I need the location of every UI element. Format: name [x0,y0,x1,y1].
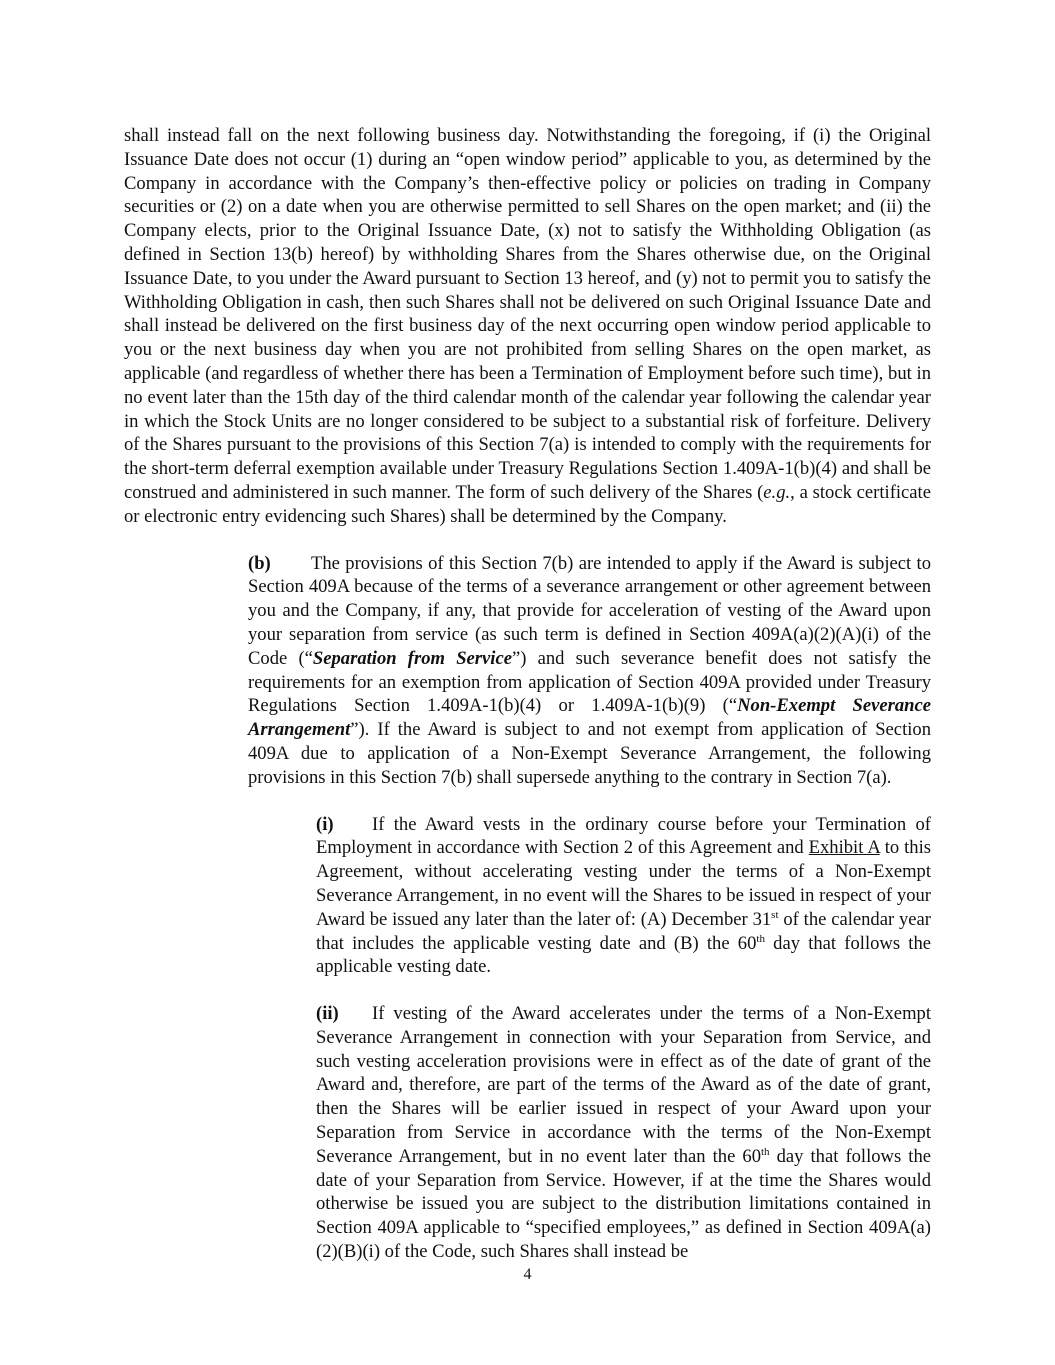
paragraph-text: If vesting of the Award accelerates under the terms of a Non-Exempt Severance Arrangement in connection with your Separation from Service, and such vesting acceleration provisions were in effect as of the date of grant of the Award and, therefore, are part of the terms of the Award as of the date of grant, then the Shares will be earlier issued in respect of your Award upon your Separation from Service in accordance with the terms of the Non-Exempt Severance Arrangement, but in no event later than the 60 [316,1003,931,1167]
superscript: st [771,908,779,921]
paragraph-text: If the Award vests in the ordinary course before your Termination of Employment in accordance with Section 2 of this Agreement and [316,813,931,859]
paragraph-text: of the calendar year that includes the applicable vesting date and (B) the 60 [316,908,932,954]
defined-term: Non-Exempt Severance Arrangement [248,695,931,741]
paragraph-7a-continuation [124,124,931,529]
superscript: th [761,1145,770,1158]
paragraph-7b-i [124,813,931,980]
page-number: 4 [523,1266,532,1283]
section-label: (b) [248,552,271,574]
paragraph-text: day that follows the date of your Separation from Service. However, if at the time the Shares would otherwise be issued you are subject to the distribution limitations contained in Section 409A applicable to “specified employees,” as defined in Section 409A(a)(2)(B)(i) of the Code, such Shares shall instead be [316,1145,931,1263]
document-page [124,124,931,1264]
defined-term: Separation from Service [312,647,512,669]
superscript: th [756,932,765,945]
paragraph-text: ”). If the Award is subject to and not exempt from application of Section 409A due to application of a Non-Exempt Severance Arrangement, the following provisions in this Section 7(b) shall supersede anything to the contrary in Section 7(a). [248,719,931,788]
section-label: (i) [316,813,334,835]
paragraph-text: day that follows the applicable vesting date. [316,932,931,978]
paragraph-text: , a stock certificate or electronic entry evidencing such Shares) shall be determined by the Company. [124,481,931,527]
paragraph-7b [124,552,931,790]
exhibit-a-reference: Exhibit A [808,837,880,859]
paragraph-text: to this Agreement, without accelerating vesting under the terms of a Non-Exempt Severance Arrangement, in no event will the Shares to be issued in respect of your Award be issued any later than the later of: (A) December 31 [316,837,931,930]
paragraph-7b-ii [124,1002,931,1264]
paragraph-text: shall instead fall on the next following business day. Notwithstanding the foregoing, if (i) the Original Issuance Date does not occur (1) during an “open window period” applicable to you, as determined by the Company in accordance with the Company’s then-effective policy or policies on trading in Company securities or (2) on a date when you are otherwise permitted to sell Shares on the open market; and (ii) the Company elects, prior to the Original Issuance Date, (x) not to satisfy the Withholding Obligation (as defined in Section 13(b) hereof) by withholding Shares from the Shares otherwise due, on the Original Issuance Date, to you under the Award pursuant to Section 13 hereof, and (y) not to permit you to satisfy the Withholding Obligation in cash, then such Shares shall not be delivered on such Original Issuance Date and shall instead be delivered on the first business day of the next occurring open window period applicable to you or the next business day when you are not prohibited from selling Shares on the open market, as applicable (and regardless of whether there has been a Termination of Employment before such time), but in no event later than the 15th day of the third calendar month of the calendar year following the calendar year in which the Stock Units are no longer considered to be subject to a substantial risk of forfeiture. Delivery of the Shares pursuant to the provisions of this Section 7(a) is intended to comply with the requirements for the short-term deferral exemption available under Treasury Regulations Section 1.409A-1(b)(4) and shall be construed and administered in such manner. The form of such delivery of the Shares ( [124,125,931,503]
paragraph-text: ”) and such severance benefit does not satisfy the requirements for an exemption from application of Section 409A provided under Treasury Regulations Section 1.409A-1(b)(4) or 1.409A-1(b)(9) (“ [248,647,931,717]
section-label: (ii) [316,1003,339,1025]
paragraph-text: The provisions of this Section 7(b) are intended to apply if the Award is subject to Section 409A because of the terms of a severance arrangement or other agreement between you and the Company, if any, that provide for acceleration of vesting of the Award upon your separation from service (as such term is defined in Section 409A(a)(2)(A)(i) of the Code (“ [248,552,931,669]
italic-text: e.g. [763,481,791,503]
